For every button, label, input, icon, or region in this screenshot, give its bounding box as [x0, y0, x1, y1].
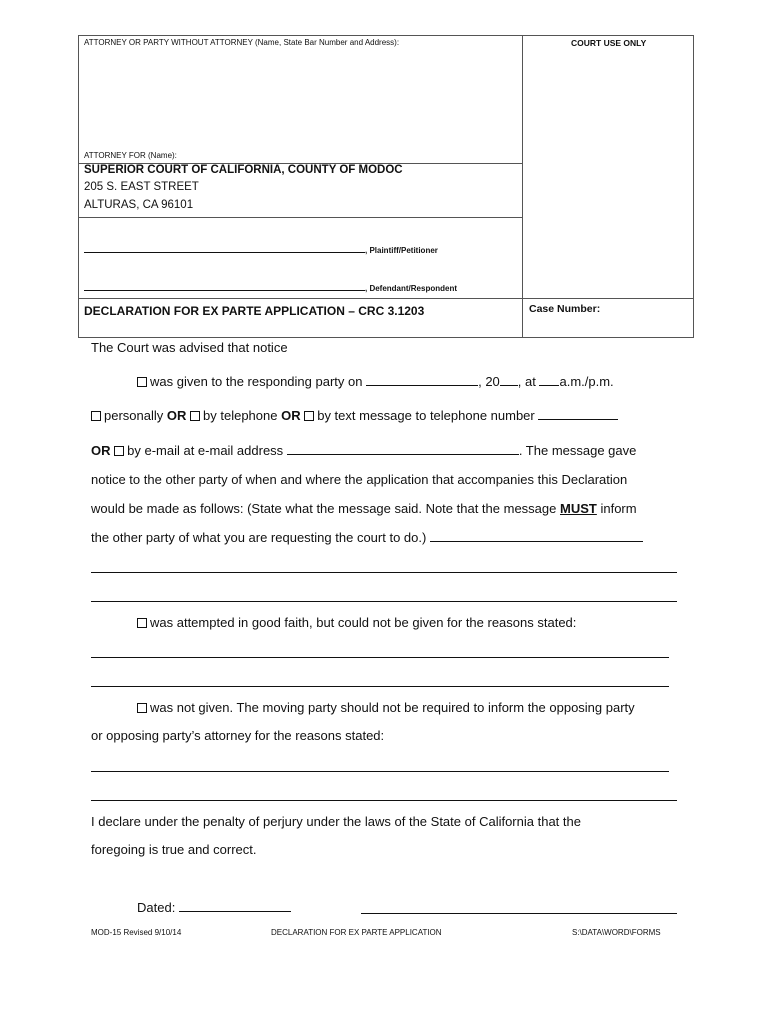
message-gave-text: . The message gave [518, 443, 637, 458]
declaration-line-2: foregoing is true and correct. [91, 842, 257, 857]
email-checkbox[interactable] [114, 446, 124, 456]
plaintiff-name-field[interactable] [84, 243, 365, 253]
attempted-text: was attempted in good faith, but could not be given for the reasons stated: [150, 615, 577, 630]
made-as-follows-line [91, 501, 637, 516]
court-use-divider [522, 35, 523, 338]
at-text: , at [517, 374, 536, 389]
attempted-checkbox[interactable] [137, 618, 147, 628]
intro-text: The Court was advised that notice [91, 340, 288, 355]
made-as-follows-text: would be made as follows: (State what the message said. Note that the message [91, 501, 557, 516]
message-field-1[interactable] [430, 529, 643, 542]
notice-line: notice to the other party of when and where the application that accompanies this Declaration [91, 472, 628, 487]
not-given-row [137, 700, 635, 715]
inform-text: inform [600, 501, 637, 516]
dated-label: Dated: [137, 900, 176, 915]
footer-form-title: DECLARATION FOR EX PARTE APPLICATION [271, 928, 442, 937]
given-date-field[interactable] [366, 373, 478, 386]
not-given-checkbox[interactable] [137, 703, 147, 713]
message-field-3[interactable] [91, 601, 677, 602]
or-label-1: OR [166, 408, 187, 423]
attempted-reason-field-1[interactable] [91, 657, 669, 658]
text-message-label: by text message to telephone number [317, 408, 535, 423]
plaintiff-line [84, 243, 438, 255]
title-divider [78, 298, 694, 299]
parties-divider [78, 217, 523, 218]
given-text: was given to the responding party on [150, 374, 363, 389]
attorney-label: ATTORNEY OR PARTY WITHOUT ATTORNEY (Name, State Bar Number and Address): [84, 38, 400, 47]
dated-row [137, 899, 291, 915]
signature-field[interactable] [361, 913, 677, 914]
not-given-text: was not given. The moving party should not be required to inform the opposing party [150, 700, 635, 715]
not-given-reason-field-2[interactable] [91, 800, 677, 801]
case-number-label: Case Number: [529, 303, 601, 315]
footer-path: S:\DATA\WORD\FORMS [572, 928, 661, 937]
attempted-reason-field-2[interactable] [91, 686, 669, 687]
personally-label: personally [104, 408, 164, 423]
telephone-checkbox[interactable] [190, 411, 200, 421]
method-row [91, 407, 618, 423]
not-given-line-2: or opposing party’s attorney for the reasons stated: [91, 728, 385, 743]
given-checkbox[interactable] [137, 377, 147, 387]
given-time-field[interactable] [539, 373, 559, 386]
defendant-label: , Defendant/Respondent [365, 284, 458, 293]
email-label: by e-mail at e-mail address [127, 443, 284, 458]
ampm-text: a.m./p.m. [559, 374, 614, 389]
other-party-line [91, 529, 643, 545]
personally-checkbox[interactable] [91, 411, 101, 421]
telephone-label: by telephone [203, 408, 278, 423]
plaintiff-label: , Plaintiff/Petitioner [365, 246, 438, 255]
declaration-line-1: I declare under the penalty of perjury under the laws of the State of California that the [91, 814, 581, 829]
footer-form-id: MOD-15 Revised 9/10/14 [91, 928, 182, 937]
given-year-field[interactable] [500, 373, 518, 386]
other-party-text: the other party of what you are requesting the court to do.) [91, 530, 427, 545]
message-field-2[interactable] [91, 572, 677, 573]
court-use-only-label: COURT USE ONLY [571, 38, 647, 48]
court-street: 205 S. EAST STREET [84, 181, 199, 193]
given-row [137, 373, 614, 389]
or-label-2: OR [281, 408, 301, 423]
attorney-for-label: ATTORNEY FOR (Name): [84, 151, 177, 160]
court-name: SUPERIOR COURT OF CALIFORNIA, COUNTY OF MODOC [84, 164, 403, 176]
dated-field[interactable] [179, 899, 291, 912]
defendant-name-field[interactable] [84, 281, 365, 291]
twenty-text: , 20 [478, 374, 500, 389]
telephone-number-field[interactable] [538, 407, 618, 420]
email-row [91, 442, 636, 458]
defendant-line [84, 281, 457, 293]
court-city: ALTURAS, CA 96101 [84, 199, 194, 211]
email-address-field[interactable] [287, 442, 519, 455]
or-label-3: OR [91, 443, 111, 458]
text-message-checkbox[interactable] [304, 411, 314, 421]
must-emphasis: MUST [560, 501, 597, 516]
attempted-row [137, 615, 576, 630]
form-title: DECLARATION FOR EX PARTE APPLICATION – CRC 3.1203 [84, 304, 425, 318]
not-given-reason-field-1[interactable] [91, 771, 669, 772]
